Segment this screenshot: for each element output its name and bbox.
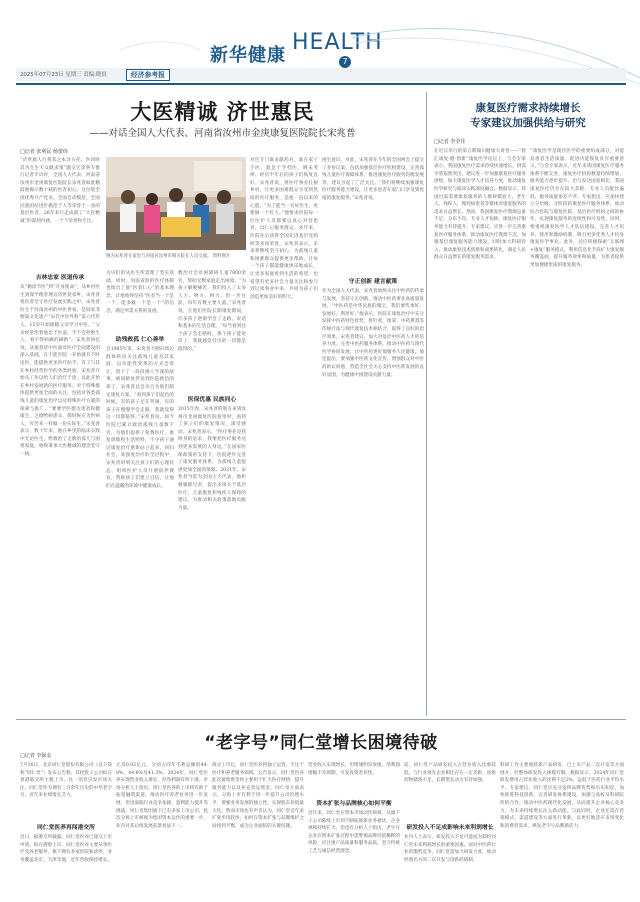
bottom-body-col5b: 业内人士表示，研发投入不足可能成为制约同仁堂未来利润增长的重要因素。面对中医药行业的激烈竞争，同仁堂需加大研发力度，推动经典名方的二次开发与创新药研制。 [404,835,496,863]
lead-photo-caption: 图为宋兆普在家里与河南省汝州市相关院长人员交流。 资料图片 [106,254,231,259]
bottom-headline: “老字号”同仁堂增长困境待破 [204,733,438,753]
masthead [0,0,640,88]
bottom-section-divider [16,719,626,720]
bottom-body-col2: 元及0.02亿元，分别占同年毛利总额的44.8%、44.6%及41.3%。2024年，同仁堂医养实现营业收入增长，但净利润有所下滑。市场分析人士指出，同仁堂医养的上市将有助于拓宽融资渠道，推动医疗养老业务进一步发展，但也面临行业竞争加剧、盈利能力提升等挑战。同仁堂集团旗下已有多家上市公司，此次分拆上市被视为集团资本运作的重要一步，业内对其后续发展前景看法不一。 [116,763,208,829]
bottom-body-col3: 拆分上市后，同仁堂医养将独立运营，专注于医疗和养老服务领域。公告显示，同仁堂医养此次募集资金将主要用于扩大医疗网络、提升服务能力以及补充营运资金。同仁堂方面表示，分拆上市有利于进一步提升公司治理水平，增强业务发展的独立性，实现股东价值最大化。然而市场也有声音认为，同仁堂近年来扩张步伐较快，如何在资本扩张与品牌维护之间找到平衡，成为企业面临的关键问题。 [212,763,304,829]
lead-body-col1: “济世救人行将其之本详方托，医同时其为生生天众献求领”题交它诊各专推行记者专访时，全国人大代表、河南省汝州市金庚康复医院院长宋兆普如此精辟地揭示数十载的医者初心。这位集全国优秀共产党员、全国自动模范、全国民族团结进步模范于人等荣誉于一身的基层医者，26年来行走成就了“大医精诚”的深刻内涵。一个个荣誉和专注。 [20,158,100,224]
bottom-section-heading-1: 同仁堂医养再闯港交所 [37,825,95,831]
lead-body-col3: 数治社会贫困障碍儿童7800余名，帮助无数家庭走出困境。“为孩子解脱痛苦，我们投入了太多人力、物力、财力，但一步往前，每年有数主要儿童。”宋兆普说，在他们医院长期康复期间，许多孩子逐渐学会了走路、说话和基本的生活自理。“每当看到这个孩子会走路时，那个孩子能说话了，我就感觉付出的一切都是值得的。” [178,271,246,352]
page-number: 7 [339,56,351,68]
side-headline-line2: 专家建议加强供给与研究 [470,117,586,129]
masthead-divider [16,83,626,85]
side-body-col1: 在近日举行的第五期瑞川健康大讲堂——“智汇康复·健·创新”康复医学论坛上，与会专家表示，我国康复医疗需求持续快速增长，供需矛盾依然突出，建议进一步加强康复医疗服务供给，加大康复医学人才培养力度，推动康复医学研究与临床实践深度融合。数据显示，我国目前需要康复服务的人群规模较大，老年人、残疾人、慢性病患者等群体对康复服务的需求日益增长。然而，我国康复医疗资源总量不足、分布不均，专业人才短缺，康复医疗服务能力有待提升。专家建议，应进一步完善康复医疗服务体系，推动康复医疗资源下沉，加强基层康复服务能力建设，同时加大科研投入，推动康复技术创新和成果转化，满足人民群众日益增长的康复服务需求。 [434,149,526,261]
bottom-body-col4: 营业收入实现增长，但增速明显放缓，净利润增幅不及预期，引发投资者担忧。 [308,763,400,776]
lead-body-col5b: 作为全国人大代表，宋兆普始终关注中医药的传承与发展，坚持守正创新，推动中医药事业高质量发展。“中医药是中华民族的瑰宝，我们要传承好、发展好、利用好。”他表示，医院在康复治疗中充分发挥中医药特色优势，将针灸、推拿、中药熏蒸等传统疗法与现代康复技术相结合，取得了良好的治疗效果。宋兆普建议，加大对基层中医药人才的培养力度，完善中医药服务体系，推动中医药与现代医学协同发展，让中医药更好地服务人民健康。他还提出，要加强中医药文化宣传，增强群众对中医药的认同感，营造全社会关心支持中医药发展的良好氛围，为健康中国建设贡献力量。 [322,289,424,378]
lead-section-heading-2: 助残救孤 仁心善举 [115,337,165,343]
bottom-section-heading-3: 研发投入不足成影响未来利润增长 [406,825,494,831]
bottom-body-col5: 前，同仁堂产品研发投入占营业收入比重较低，与行业领先企业相比存在一定差距，创新药物储备不足，长期增长动力有待加强。 [404,763,496,784]
bottom-section-heading-2: 资本扩张与品牌核心如何平衡 [316,801,392,807]
bottom-body-col1b: 近日，据港交所披露，同仁堂医养已递交上市申请，拟在港股上市。同仁堂医养主要从事医疗及养老服务，旗下拥有多家医院和诊所，业务覆盖北京、天津等地，近年营收保持增长。 [20,835,112,863]
lead-body-col3b: 2015年春，宋兆普的朋友来到汝州市金庚康复医院看望时，看到了孩子们的康复情况，深受感动。宋兆普表示，“医疗事业是我终身的追求，我要把医疗服务送到更多需要的人身边。”在国家医保政策的支持下，医院逐步完善了康复服务体系，为孤残儿童提供更加全面的保障。2021年，宋兆普当选为全国人大代表，他积极履职尽责，提出多项关于基层医疗、儿童康复和残疾人保障的建议，为推动相关政策落地贡献力量。 [178,407,246,511]
brand-logo-bar [16,68,626,81]
lead-byline: □记者 张利民 杨蕾纬 [20,149,68,155]
lead-section-heading-4: 医保优惠 民族同心 [187,397,237,403]
meta-line: 2025年07月23日 星期三 责编:晓晨 [20,72,107,78]
lead-body-col2: 为贝们的从医生所需理了坚实基础。同时，河南省阶的医疗体制也推出了他“医者仁心”的基本理念，让他始终坚持“医者当一个是一个，能多救一个是一个”的信念，满足所需关系的发展。 [106,271,174,314]
lead-photo [106,157,246,250]
lead-section-heading-3: 守正创新 建言献策 [348,279,398,285]
side-body-col2: “康复医学是现代医学的重要组成部分，对提高患者生活质量、促进功能恢复具有重要意义。”与会专家表示，近年来我国康复医疗服务体系不断完善，康复医疗机构数量持续增加，服务能力逐步提升。但与发达国家相比，我国康复医疗仍存在较大差距，专业人员配比偏低，服务质量参差不齐。专家指出，应加快建立分层级、分阶段的康复医疗服务体系，推动综合医院与康复医院、基层医疗机构之间的协作，实现康复服务的连续性和可及性。同时，要重视康复医学人才队伍建设，完善人才培养、使用和激励机制，吸引更多优秀人才投身康复医学事业。此外，还应积极探索“互联网+康复”服务模式，利用信息化手段扩大康复服务覆盖面，提升服务效率和质量，为患者提供更加便捷优质的康复服务。 [530,149,624,268]
side-headline-line1: 康复医疗需求持续增长 [475,102,581,114]
lead-body-col2b: 自1985年来，宋兆普不断向周边群体转向关注孤残儿童及其家庭，以功能性变革的方式会诊让，留下了一段段感人至深的故事。被同龄伙伴送到医院救治的孩子，宋兆普总会亲自为他们制定康复方案。“看到孩子们起色的时候，有的孩子还在哭闹，有的孩子在慢慢学会走路，我就觉得这一切都值得。”宋兆普说。如今医院已累计救治孤残儿童数千名，为他们提供了免费医疗、康复训练和生活照料，不少孩子通过康复治疗重新站立起来，回归社会。高强度治疗的全过程中，宋兆普时刻关注孩子们的心理状态，组织医护人员开展陪伴教育，帮助孩子们建立自信，让他们在温暖的环境中健康成长。 [106,347,174,489]
bottom-body-col4b: 近年来，同仁堂在资本市场动作频频，从旗下子公司陆续上市到不断拓展新业务板块，企业规模持续扩大。但也有分析人士指出，老字号企业在资本扩张过程中需警惕品牌价值稀释的风险，应注重产品质量和服务品质，坚守传统工艺与诚信经营理念。 [308,811,400,854]
bottom-body-col1: 7月16日，北京同仁堂股份有限公司（以下简称“同仁堂”）发布公告称，其控股子公司拟在香港联交所主板上市。这一消息引发市场关注，同仁堂作为拥有三百余年历史的中华老字号，近年来业绩增长乏力。 [20,763,112,799]
side-byline: □记者 李莹佳 [434,139,466,145]
bottom-byline: □记者 李保金 [20,753,52,759]
lead-body-col5: 困生意识，对此，宋兆普在今年的全国两会上提交了多份议案，包括加强基层医疗机构建设、完善孤残儿童医疗保障体系、推进康复医疗服务均衡发展等，建议引起了广泛关注。“我们将继续加强康复医疗服务能力建设，让更多患者在家门口享受到优质的康复服务。”宋兆普说。 [322,158,424,201]
section-title-latin: HEALTH [292,30,383,55]
bottom-body-col6: 科研工作主要围绕新产品研发、已上市产品二次开发等方面展开，但整体研发投入规模有限。数据显示，2024年同仁堂研发费用占营业收入的比例不足2%，远低于医药行业平均水平。专家建议，同仁堂应充分发挥品牌优势和历史积淀，加快推进科技创新，完善研发体系建设，加强与高校及科研院所的合作，推动中医药现代化发展，从而提升企业核心竞争力，为未来持续增长注入新动能。与此同时，企业还需在营销模式、渠道建设等方面进行革新，以更好地适应市场变化和消费者需求，焕发老字号品牌新活力。 [500,763,624,829]
lead-section-heading-1: 吉林忠家 医道传承 [35,275,85,281]
lead-body-col1b: 从“赖诊节医”到“升身使命”，从乡村医生到深学理者理宣济世爱家乡，宋兆普将医者坚守医疗发展实践之中。宋兆普医生于河南汝州的中医世家，是间家非物质文化遗产“宋氏中医外科”第六代传人，15岁开始跟随父亲学习中医。“父亲经常治着他忠于医道，手不会拒绝生人，看不得病痛的刷新”。宋兆普回忆说，从他普济中医面对医疗全面建设的深入基础，在不能医院一开始就有不时送医，能提供更多医疗助手。有了与其在乡村经营医学的各类经验，宋兆普开始从工作以给人们治疗于诊，以此开始在乡村发展新的医疗服务，对于特殊群体提供更加全面的关注，包括对各类孤残儿童的康复治疗以及特殊医疗方案的探索与推广。“要要学医德为患者和健康生，之德给病患众，都时候在为世病人，穷苦来一样做一份实际生。”宋兆普表示，数十年来，他在乡里的临床实践中无论医生，给救治了无数的孤儿与困难家庭，始终秉承大医精诚的理念坚守一线。 [20,285,100,458]
lead-subheadline: ——对话全国人大代表、河南省汝州市金庚康复医院院长宋兆普 [89,128,356,139]
section-title: 新华健康 [210,45,286,66]
side-vertical-rule [426,92,427,716]
lead-headline: 大医精诚 济世惠民 [130,100,315,124]
brand-logo: 经济参考报 [126,69,170,81]
lead-body-col4: 对还专门谁来献药对，谁在家子不医，就足于手档医，晓末考律、经历半年后的孩子们恢复良好。宋兆普说，将医疗事业扎根乡村，让更多困难群众享受到优质的医疗服务，是他一直以来的心愿。“为了能当一名好医生，更要做一个好人。”他要求医院每一位医护人员都要以真心对待患者，以仁心服务群众。多年来，医院先后获得全国先进基层党组织等多项荣誉。宋兆普表示，未来将继续坚守初心，为孤残儿童和困难群众提供更多帮助，让每一个孩子都能健康快乐地成长，让更多家庭看到生活的希望，也希望有更多社会力量关注和参与到这项事业中来，共同为孩子们创造更加美好的明天。 [250,158,318,300]
